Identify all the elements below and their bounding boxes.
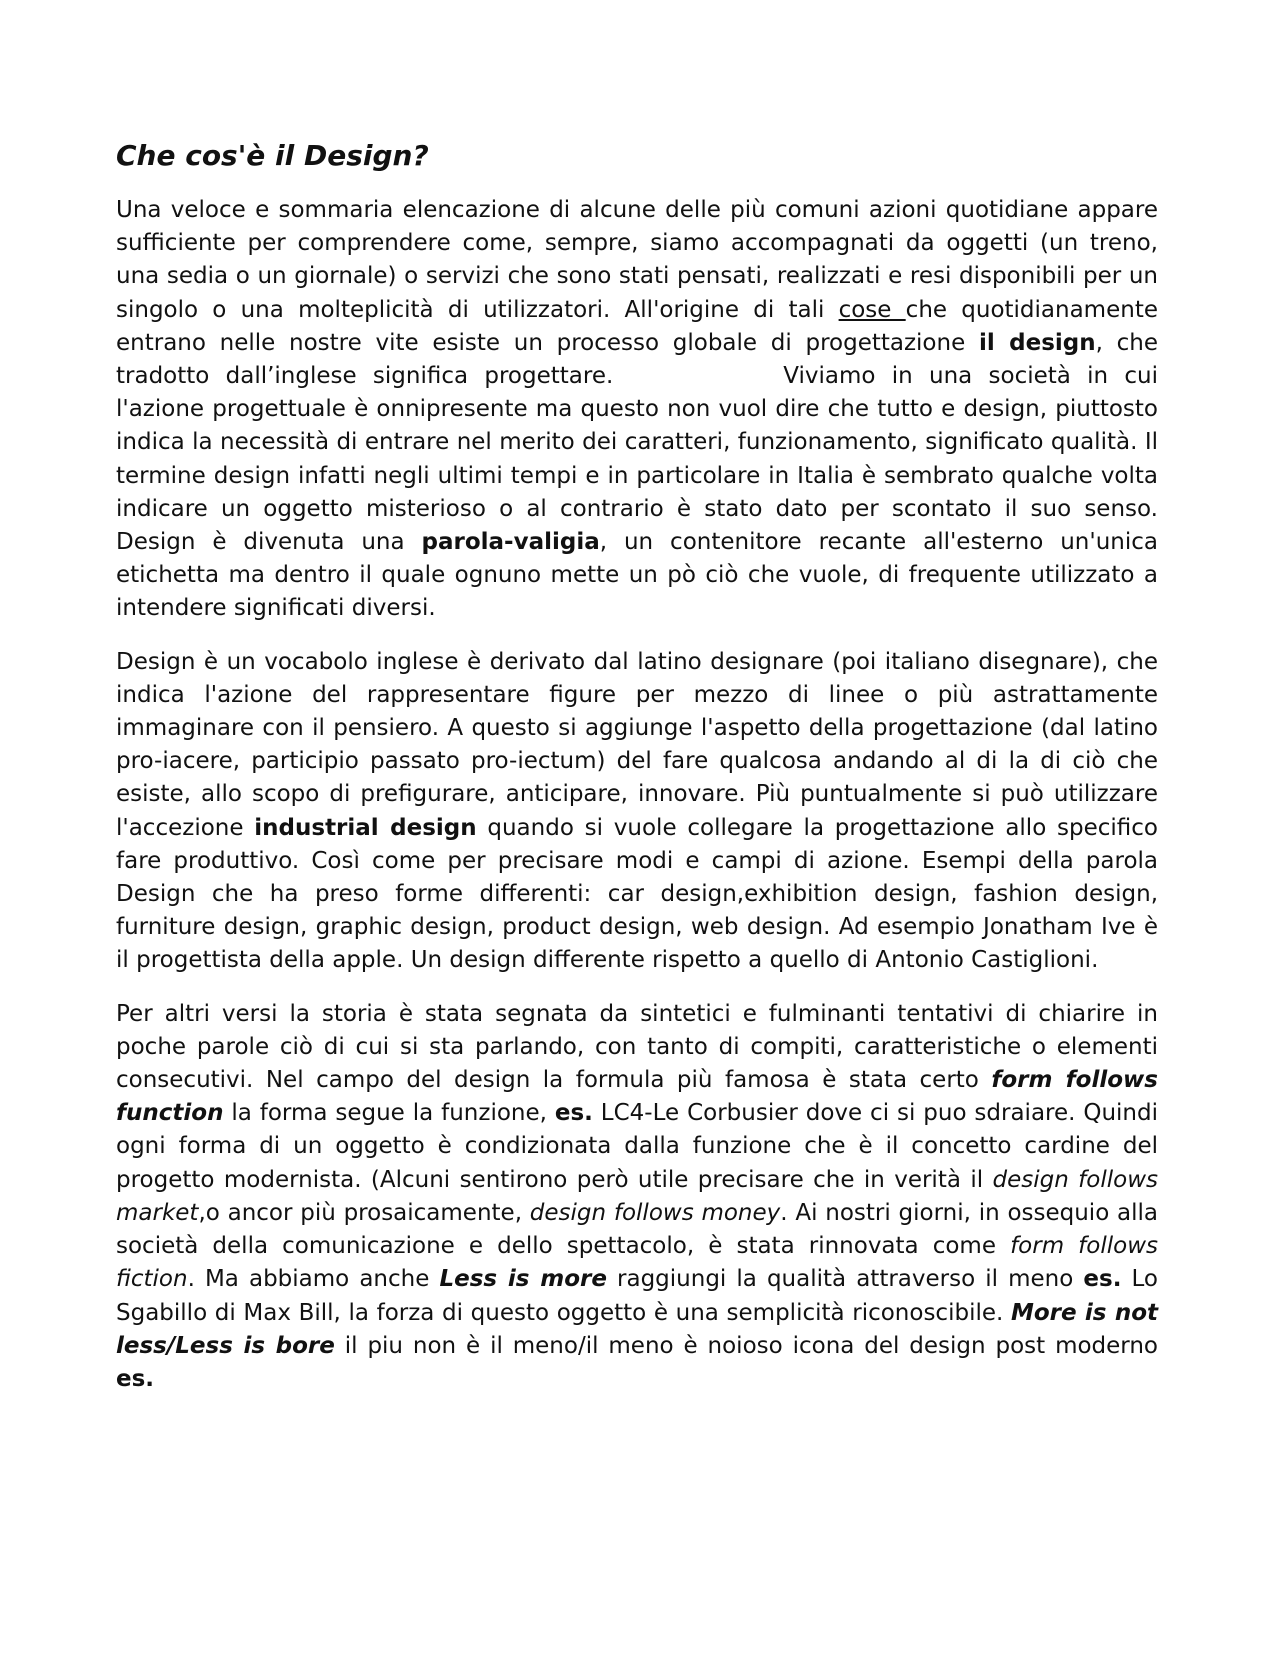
p1-text-d: Viviamo in una società in cui l'azione progettuale è onnipresente ma questo non vuol dire che tutto e design, piuttosto indica la necessità di entrare nel merito dei caratteri, funzionamento, significato qualità. Il termine design infatti negli ultimi tempi e in particolare in Italia è sembrato qualche volta indicare un oggetto misterioso o al contrario è stato dato per scontato il suo senso. Design è divenuta una <box>116 363 1158 556</box>
p1-bold-parola-valigia: parola-valigia <box>421 529 600 556</box>
p3-text-g: raggiungi la qualità attraverso il meno <box>606 1266 1084 1293</box>
paragraph-3 <box>116 998 1158 1396</box>
p1-underlined-word: cose <box>838 296 906 323</box>
paragraph-1 <box>116 194 1158 626</box>
p3-bold-italic-more-is-not-less: More is not less/Less is bore <box>116 1299 1158 1359</box>
p3-italic-design-follows-money: design follows money <box>529 1199 781 1226</box>
p3-bold-italic-form-follows-function: form follows function <box>116 1067 1158 1127</box>
p2-text-b: quando si vuole collegare la progettazione allo specifico fare produttivo. Così come per precisare modi e campi di azione. Esempi della parola Design che ha preso forme differenti: car design,exhibition design, fashion design, furniture design, graphic design, product design, web design. Ad esempio Jonatham Ive è il progettista della apple. Un design differente rispetto a quello di Antonio Castiglioni. <box>116 814 1158 974</box>
p2-text-a: Design è un vocabolo inglese è derivato dal latino designare (poi italiano disegnare), che indica l'azione del rappresentare figure per mezzo di linee o più astrattamente immaginare con il pensiero. A questo si aggiunge l'aspetto della progettazione (dal latino pro-iacere, participio passato pro-iectum) del fare qualcosa andando al di la di ciò che esiste, allo scopo di prefigurare, anticipare, innovare. Più puntualmente si può utilizzare l'accezione <box>116 648 1158 841</box>
p3-text-c: LC4-Le Corbusier dove ci si puo sdraiare. Quindi ogni forma di un oggetto è condizionata dalla funzione che è il concetto cardine del progetto modernista. (Alcuni sentirono però utile precisare che in verità il <box>116 1100 1158 1193</box>
paragraph-2 <box>116 646 1158 978</box>
p3-bold-es-3: es. <box>116 1365 155 1392</box>
p3-bold-es-1: es. <box>554 1100 593 1127</box>
p1-text-b: che quotidianamente entrano nelle nostre vite esiste un processo globale di progettazione <box>116 296 1158 356</box>
p1-bold-il-design: il design <box>978 329 1096 356</box>
p3-text-a: Per altri versi la storia è stata segnata da sintetici e fulminanti tentativi di chiarire in poche parole ciò di cui si sta parlando, con tanto di compiti, caratteristiche o elementi consecutivi. Nel campo del design la formula più famosa è stata certo <box>116 1000 1158 1094</box>
p3-text-b: la forma segue la funzione, <box>223 1100 555 1127</box>
p3-italic-form-follows-fiction: form follows fiction <box>116 1233 1159 1293</box>
p2-bold-industrial-design: industrial design <box>254 814 477 841</box>
p3-text-h: Lo Sgabillo di Max Bill, la forza di questo oggetto è una semplicità riconoscibile. <box>116 1266 1159 1326</box>
p3-text-f: . Ma abbiamo anche <box>187 1266 440 1293</box>
p1-text-a: Una veloce e sommaria elencazione di alcune delle più comuni azioni quotidiane appare sufficiente per comprendere come, sempre, siamo accompagnati da oggetti (un treno, una sedia o un giornale) o servizi che sono stati pensati, realizzati e resi disponibili per un singolo o una molteplicità di utilizzatori. All'origine di tali <box>116 197 1158 323</box>
p3-bold-italic-less-is-more: Less is more <box>439 1266 607 1293</box>
p3-text-d: ,o ancor più prosaicamente, <box>198 1199 530 1226</box>
p1-text-e: , un contenitore recante all'esterno un'unica etichetta ma dentro il quale ognuno mette un pò ciò che vuole, di frequente utilizzato a intendere significati diversi. <box>116 529 1158 622</box>
document-page <box>116 138 1158 1416</box>
p1-text-c: , che tradotto dall’inglese significa progettare. <box>116 329 1159 390</box>
p3-italic-design-follows-market: design follows market <box>116 1166 1158 1226</box>
page-title: Che cos'è il Design? <box>116 139 429 172</box>
p3-text-e: . Ai nostri giorni, in ossequio alla società della comunicazione e dello spettacolo, è stata rinnovata come <box>116 1199 1159 1260</box>
p3-text-i: il piu non è il meno/il meno è noioso icona del design post moderno <box>334 1332 1158 1359</box>
p3-bold-es-2: es. <box>1083 1266 1122 1293</box>
